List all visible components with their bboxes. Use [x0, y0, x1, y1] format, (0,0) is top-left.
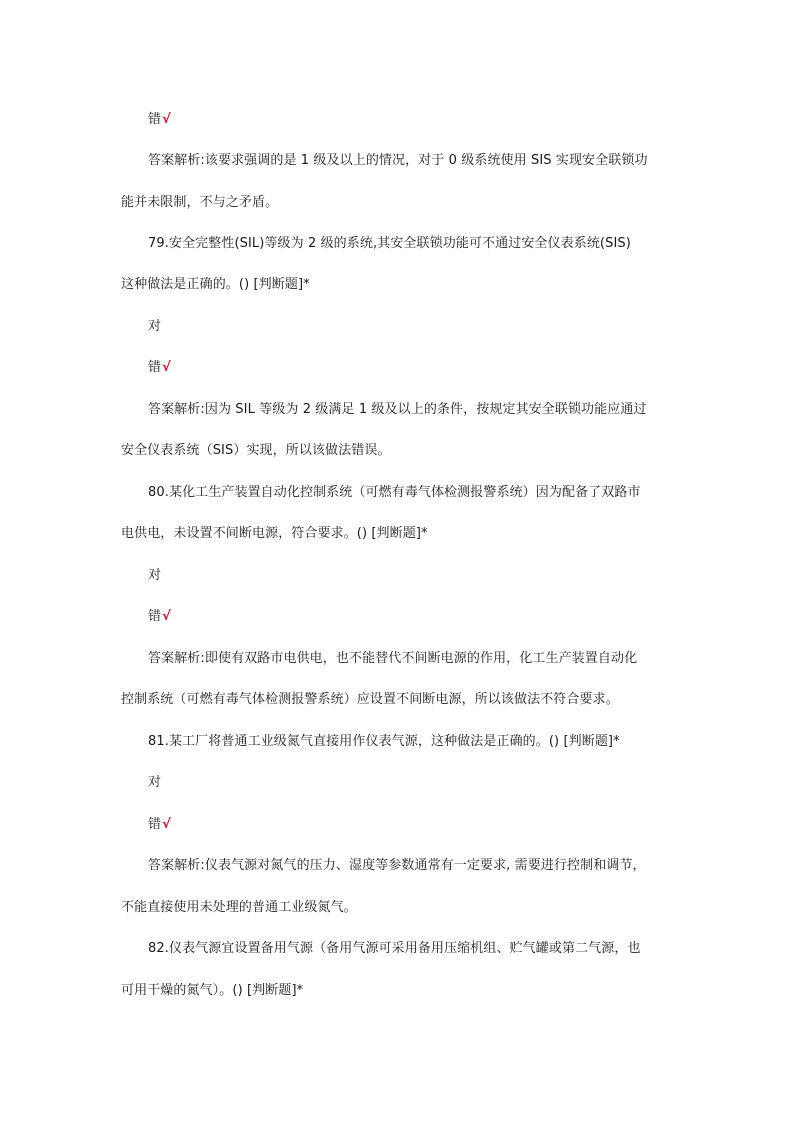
answer-analysis-79: 答案解析:因为 SIL 等级为 2 级满足 1 级及以上的条件，按规定其安全联锁功能应通过: [148, 402, 647, 417]
question-79-cont: 这种做法是正确的。() [判断题]*: [121, 277, 310, 292]
question-80-cont: 电供电，未设置不间断电源，符合要求。() [判断题]*: [121, 526, 428, 541]
check-mark: √: [162, 112, 171, 127]
answer-analysis-80-cont: 控制系统（可燃有毒气体检测报警系统）应设置不间断电源，所以该做法不符合要求。: [121, 692, 619, 707]
check-mark: √: [162, 360, 171, 375]
option-right-81: 对: [148, 775, 162, 790]
check-mark: √: [162, 817, 171, 832]
question-81: 81.某工厂将普通工业级氮气直接用作仪表气源，这种做法是正确的。() [判断题]*: [148, 734, 620, 749]
option-wrong-81: 错√: [148, 817, 171, 832]
check-mark: √: [162, 609, 171, 624]
question-80: 80.某化工生产装置自动化控制系统（可燃有毒气体检测报警系统）因为配备了双路市: [148, 485, 641, 500]
answer-analysis-78-cont: 能并未限制，不与之矛盾。: [121, 195, 279, 210]
answer-analysis-80: 答案解析:即使有双路市电供电，也不能替代不间断电源的作用，化工生产装置自动化: [148, 651, 638, 666]
option-right-80: 对: [148, 568, 162, 583]
answer-analysis-79-cont: 安全仪表系统（SIS）实现，所以该做法错误。: [121, 443, 391, 458]
option-wrong-79: 错√: [148, 360, 171, 375]
option-wrong-78: 错√: [148, 112, 171, 127]
question-82-cont: 可用干燥的氮气）。() [判断题]*: [121, 983, 304, 998]
option-wrong-80: 错√: [148, 609, 171, 624]
answer-analysis-81: 答案解析:仪表气源对氮气的压力、湿度等参数通常有一定要求, 需要进行控制和调节，: [148, 858, 646, 873]
answer-analysis-81-cont: 不能直接使用未处理的普通工业级氮气。: [121, 900, 357, 915]
question-82: 82.仪表气源宜设置备用气源（备用气源可采用备用压缩机组、贮气罐或第二气源，也: [148, 941, 641, 956]
question-79: 79.安全完整性(SIL)等级为 2 级的系统,其安全联锁功能可不通过安全仪表系统(SIS): [148, 236, 631, 251]
answer-analysis-78: 答案解析:该要求强调的是 1 级及以上的情况，对于 0 级系统使用 SIS 实现安全联锁功: [148, 153, 648, 168]
option-right-79: 对: [148, 319, 162, 334]
